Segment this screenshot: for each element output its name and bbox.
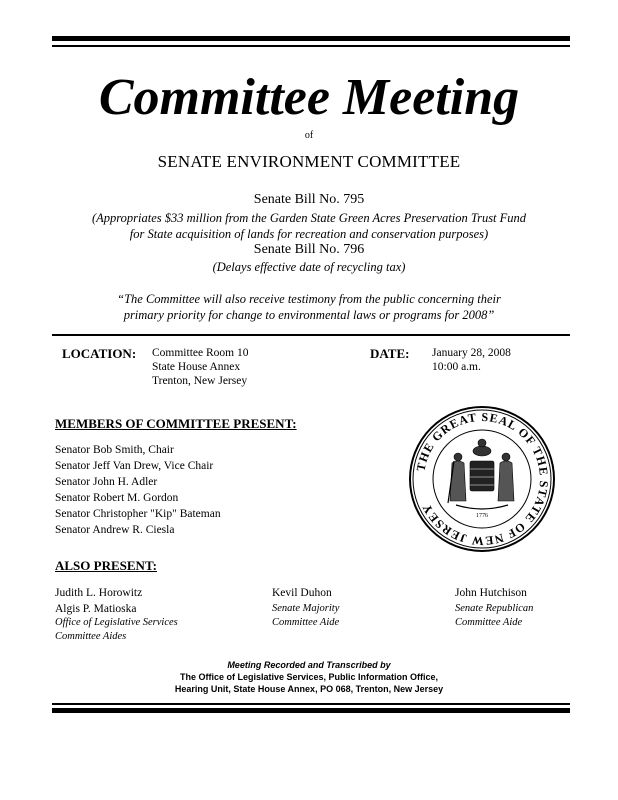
bottom-rule-thin [52,703,570,705]
top-rule-thin [52,45,570,47]
staff-role: Senate Majority [272,603,340,614]
bill-795-label: Senate Bill No. 795 [253,192,365,207]
bill-796-label: Senate Bill No. 796 [253,242,365,257]
of-label: of [304,130,314,141]
staff-name: Algis P. Matioska [55,603,137,615]
member-item: Senator Andrew R. Ciesla [55,524,175,536]
seal-figures [448,439,514,509]
footer-line3: Hearing Unit, State House Annex, PO 068, Trenton, New Jersey [174,684,444,694]
seal-text: THE GREAT SEAL OF THE STATE OF NEW JERSEY [413,409,552,549]
bill-795-description-line2: for State acquisition of lands for recreation and conservation purposes) [129,227,489,241]
location-label: LOCATION: [62,346,137,361]
footer-line1: Meeting Recorded and Transcribed by [227,660,391,670]
staff-role: Senate Republican [455,603,534,614]
time-line: 10:00 a.m. [432,361,481,373]
bill-796-description: (Delays effective date of recycling tax) [212,260,406,274]
staff-column-3 [455,586,533,630]
staff-role: Committee Aides [55,631,127,642]
staff-name: Judith L. Horowitz [55,587,143,599]
member-item: Senator Bob Smith, Chair [55,444,174,456]
staff-name: Kevil Duhon [272,587,332,599]
staff-column-2 [272,586,339,630]
location-line: State House Annex [152,361,241,373]
committee-name: SENATE ENVIRONMENT COMMITTEE [157,152,461,171]
date-label: DATE: [370,346,410,361]
bill-795-description-line1: (Appropriates $33 million from the Garden State Green Acres Preservation Trust Fund [91,211,527,225]
page-title: Committee Meeting [98,69,520,126]
quote-line1: “The Committee will also receive testimony from the public concerning their [117,292,501,306]
seal-year: 1776 [476,513,488,519]
members-list [55,442,221,538]
member-item: Senator Robert M. Gordon [55,492,179,504]
member-item: Senator Jeff Van Drew, Vice Chair [55,460,214,472]
location-value [152,346,248,388]
date-line: January 28, 2008 [432,347,511,359]
bottom-rule-thick [52,708,570,713]
member-item: Senator Christopher "Kip" Bateman [55,508,221,520]
staff-column-1 [55,586,178,644]
divider-rule [52,334,570,336]
quote-line2: primary priority for change to environmental laws or programs for 2008” [123,308,495,322]
members-heading: MEMBERS OF COMMITTEE PRESENT: [55,416,297,431]
location-line: Committee Room 10 [152,347,249,359]
footer-line2: The Office of Legislative Services, Public Information Office, [179,672,439,682]
also-present-heading: ALSO PRESENT: [55,558,157,573]
member-item: Senator John H. Adler [55,476,158,488]
date-value [432,346,511,374]
top-rule-thick [52,36,570,41]
staff-role: Committee Aide [455,617,523,628]
staff-name: John Hutchison [455,587,527,599]
nj-state-seal [408,405,556,553]
testimony-quote [60,291,558,323]
staff-role: Committee Aide [272,617,340,628]
staff-role: Office of Legislative Services [55,617,178,628]
location-line: Trenton, New Jersey [152,375,248,387]
